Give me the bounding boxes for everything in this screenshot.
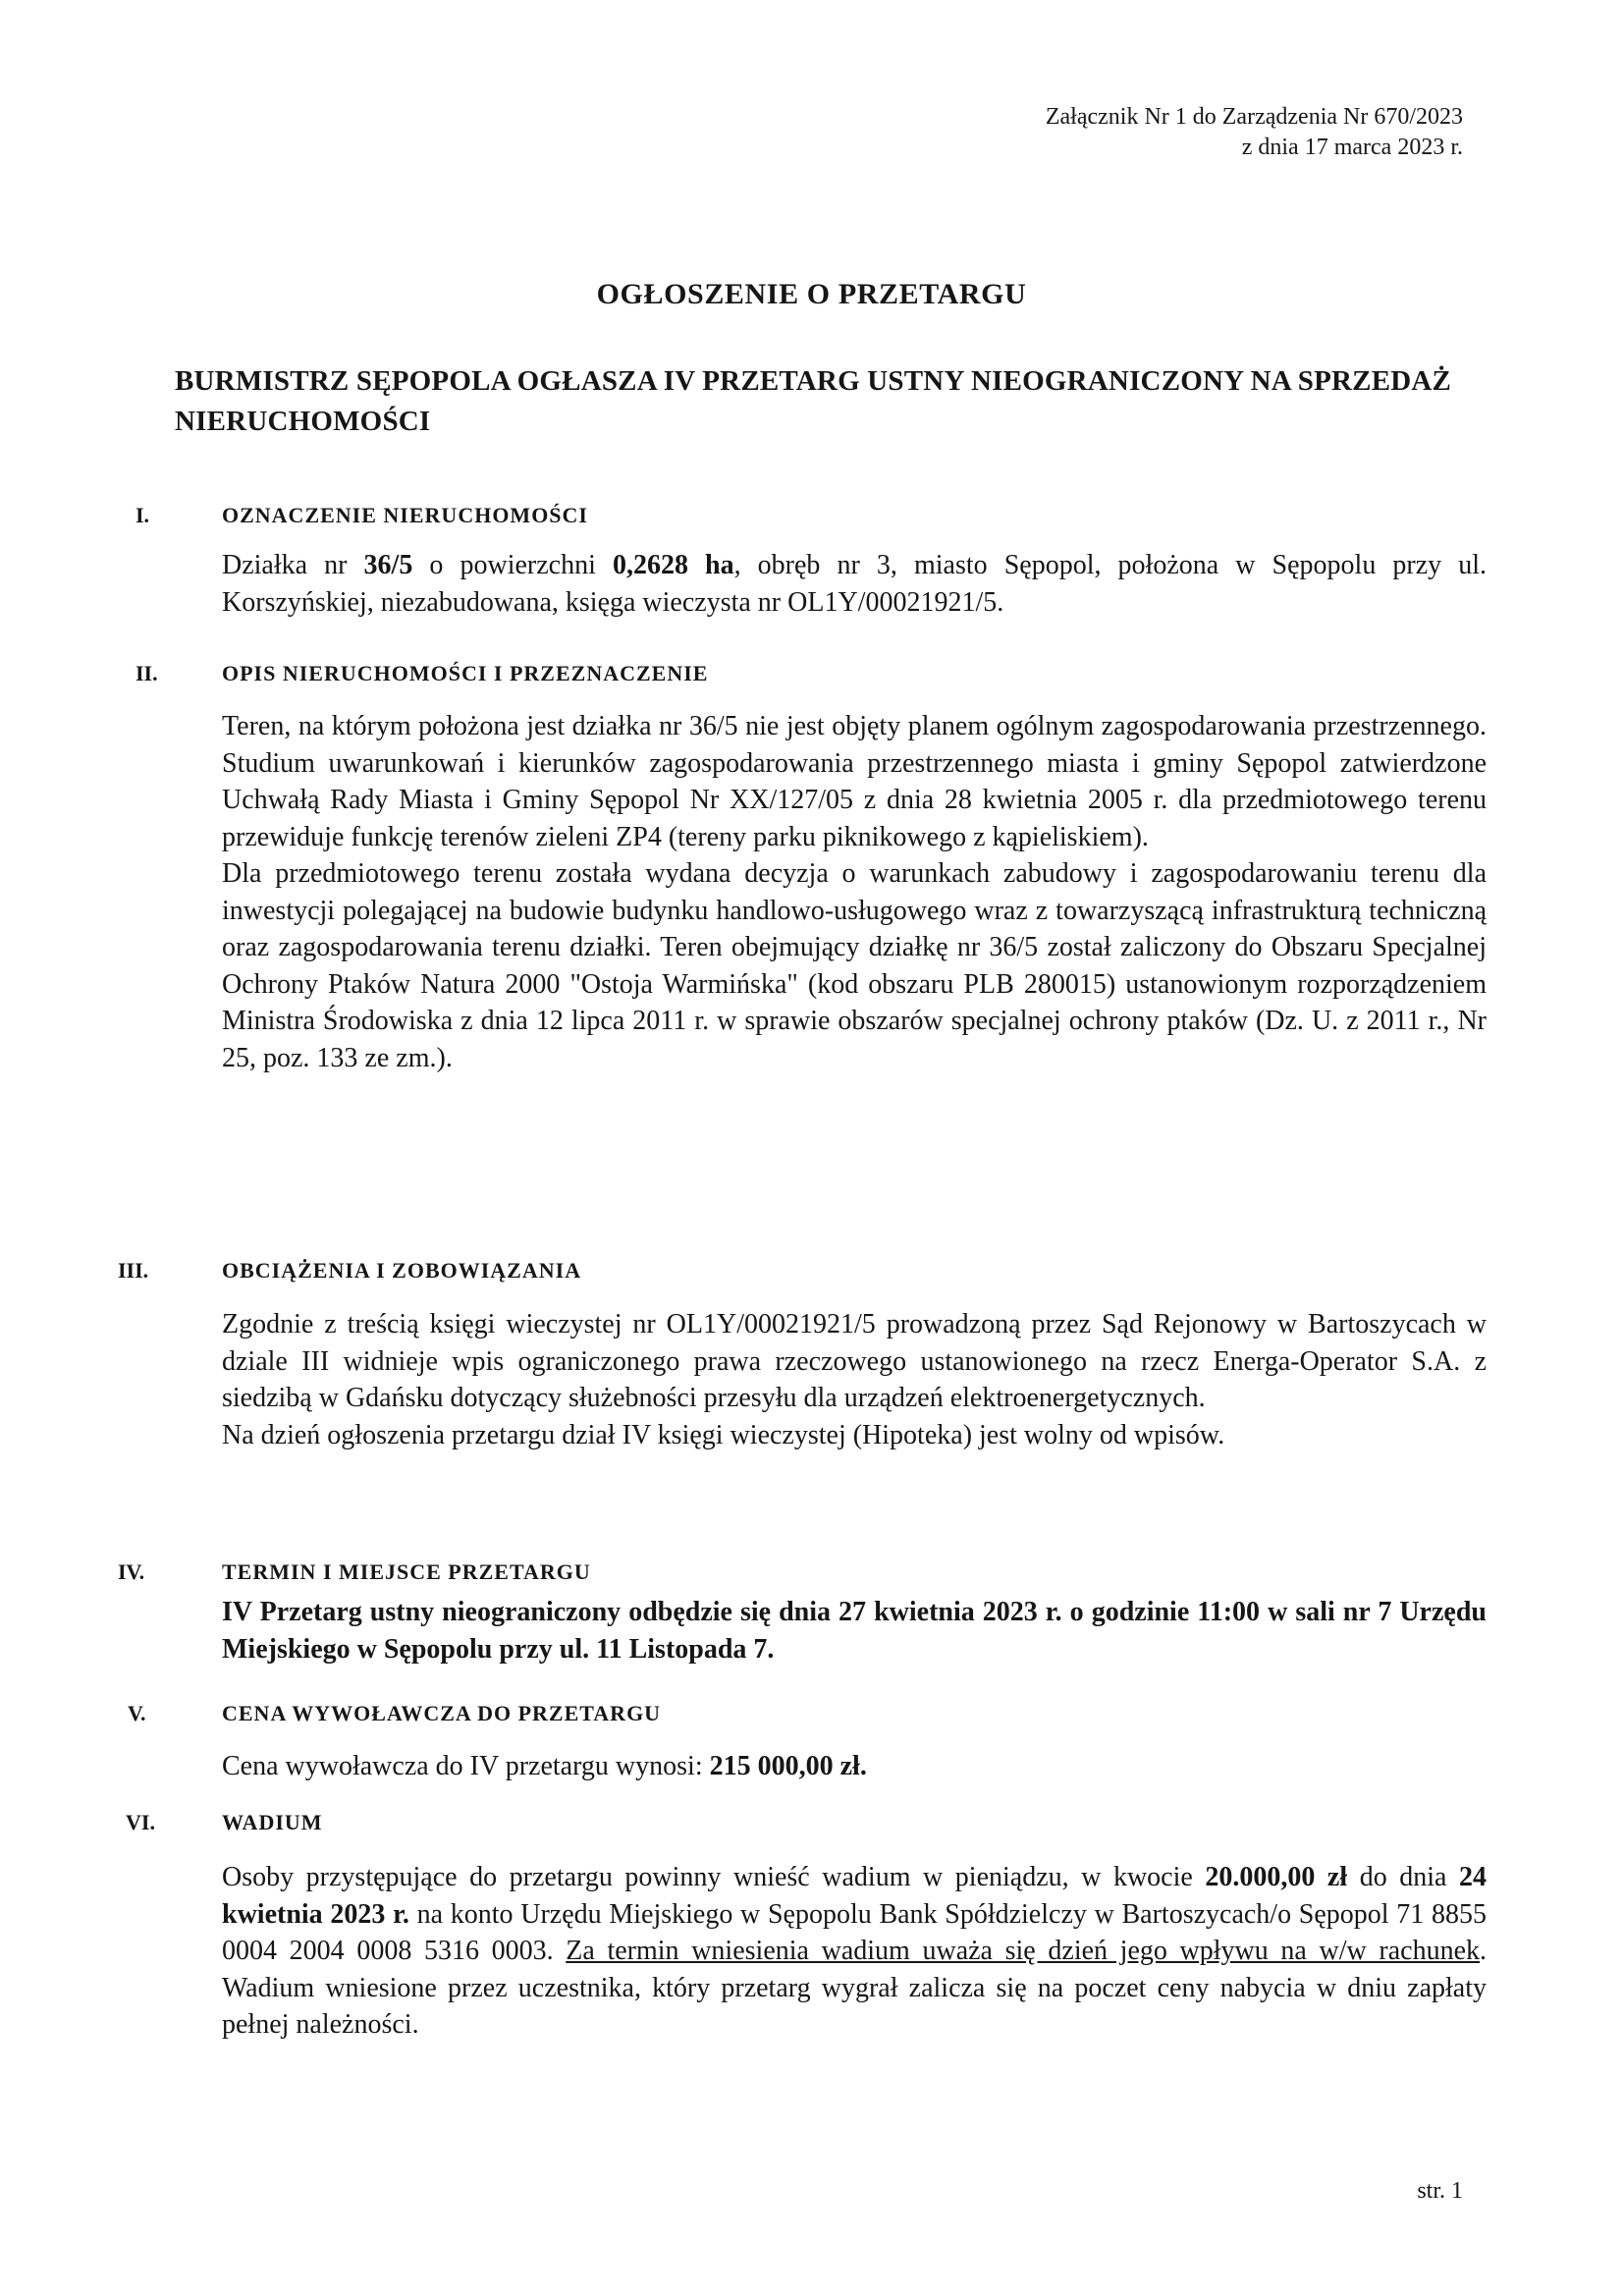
text-run: Cena wywoławcza do IV przetargu wynosi: (222, 1751, 710, 1781)
attachment-note (1046, 102, 1463, 163)
text-run: Działka nr (222, 550, 364, 580)
document-title: OGŁOSZENIE O PRZETARGU (596, 278, 1027, 310)
starting-price-value: 215 000,00 zł. (709, 1751, 867, 1781)
section-paragraph: Teren, na którym położona jest działka nr 36/5 nie jest objęty planem ogólnym zagospodarowania przestrzennego. Studium uwarunkowań i kierunków zagospodarowania przestrzennego miasta i gminy Sępopol zatwierdzone Uchwałą Rady Miasta i Gminy Sępopol Nr XX/127/05 z dnia 28 kwietnia 2005 r. dla przedmiotowego terenu przewiduje funkcję terenów zieleni ZP4 (tereny parku piknikowego z kąpieliskiem). (222, 711, 1487, 852)
attachment-note-line1: Załącznik Nr 1 do Zarządzenia Nr 670/2023 (1045, 104, 1463, 130)
parcel-area: 0,2628 ha (612, 550, 734, 580)
section-number: III. (118, 1258, 149, 1283)
text-run: Osoby przystępujące do przetargu powinny wnieść wadium w pieniądzu, w kwocie (222, 1862, 1206, 1892)
section-paragraph (222, 1859, 1487, 2044)
section-body (222, 1594, 1487, 1667)
section-body (222, 1306, 1487, 1453)
section-title: WADIUM (222, 1810, 323, 1834)
section-number: I. (135, 503, 150, 527)
section-number: IV. (118, 1559, 145, 1584)
section-number: II. (135, 661, 158, 685)
section-title: OPIS NIERUCHOMOŚCI I PRZEZNACZENIE (222, 661, 709, 685)
text-run: , obręb nr 3, miasto Sępopol, położona w Sępopolu przy ul. Korszyńskiej, niezabudowana, księga wieczysta nr OL1Y/00021921/5. (222, 550, 1488, 618)
section-title: OBCIĄŻENIA I ZOBOWIĄZANIA (222, 1258, 582, 1283)
section-paragraph (222, 547, 1487, 621)
section-body (222, 1859, 1487, 2044)
deposit-term-note: Za termin wniesienia wadium uważa się dzień jego wpływu na w/w rachunek (566, 1936, 1480, 1966)
section-body (222, 547, 1487, 621)
section-title: TERMIN I MIEJSCE PRZETARGU (222, 1559, 591, 1584)
document-subtitle: BURMISTRZ SĘPOPOLA OGŁASZA IV PRZETARG USTNY NIEOGRANICZONY NA SPRZEDAŻ NIERUCHOMOŚCI (175, 365, 1452, 437)
section-body (222, 708, 1487, 1076)
deposit-deadline: 24 kwietnia 2023 r. (222, 1862, 1487, 1930)
page-number: str. 1 (1417, 2178, 1463, 2204)
auction-details: IV Przetarg ustny nieograniczony odbędzie się dnia 27 kwietnia 2023 r. o godzinie 11:00 w sali nr 7 Urzędu Miejskiego w Sępopolu przy ul. 11 Listopada 7. (222, 1597, 1487, 1665)
section-body (222, 1748, 1487, 1785)
text-run: na konto Urzędu Miejskiego w Sępopolu Bank Spółdzielczy w Bartoszycach/o Sępopol 71 8855 0004 2004 0008 5316 0003. (222, 1898, 1487, 1966)
section-title: CENA WYWOŁAWCZA DO PRZETARGU (222, 1701, 662, 1725)
deposit-amount: 20.000,00 zł (1205, 1862, 1348, 1892)
parcel-number: 36/5 (363, 550, 413, 580)
text-run: . Wadium wniesione przez uczestnika, który przetarg wygrał zalicza się na poczet ceny nabycia w dniu zapłaty pełnej należności. (222, 1936, 1487, 2040)
section-paragraph: Na dzień ogłoszenia przetargu dział IV księgi wieczystej (Hipoteka) jest wolny od wpisów. (222, 1419, 1225, 1450)
text-run: o powierzchni (412, 550, 613, 580)
section-number: VI. (126, 1810, 155, 1834)
section-paragraph: Dla przedmiotowego terenu została wydana decyzja o warunkach zabudowy i zagospodarowaniu terenu dla inwestycji polegającej na budowie budynku handlowo-usługowego wraz z towarzyszącą infrastrukturą techniczną oraz zagospodarowania terenu działki. Teren obejmujący działkę nr 36/5 został zaliczony do Obszaru Specjalnej Ochrony Ptaków Natura 2000 "Ostoja Warmińska" (kod obszaru PLB 280015) ustanowionym rozporządzeniem Ministra Środowiska z dnia 12 lipca 2011 r. w sprawie obszarów specjalnej ochrony ptaków (Dz. U. z 2011 r., Nr 25, poz. 133 ze zm.). (222, 858, 1487, 1073)
section-number: V. (128, 1701, 146, 1725)
section-paragraph: Zgodnie z treścią księgi wieczystej nr OL1Y/00021921/5 prowadzoną przez Sąd Rejonowy w Bartoszycach w dziale III widnieje wpis ograniczonego prawa rzeczowego ustanowionego na rzecz Energa-Operator S.A. z siedzibą w Gdańsku dotyczący służebności przesyłu dla urządzeń elektroenergetycznych. (222, 1309, 1487, 1413)
text-run: do dnia (1347, 1862, 1459, 1892)
attachment-note-line2: z dnia 17 marca 2023 r. (1241, 135, 1463, 160)
section-paragraph (222, 1748, 1487, 1785)
section-title: OZNACZENIE NIERUCHOMOŚCI (222, 503, 588, 527)
